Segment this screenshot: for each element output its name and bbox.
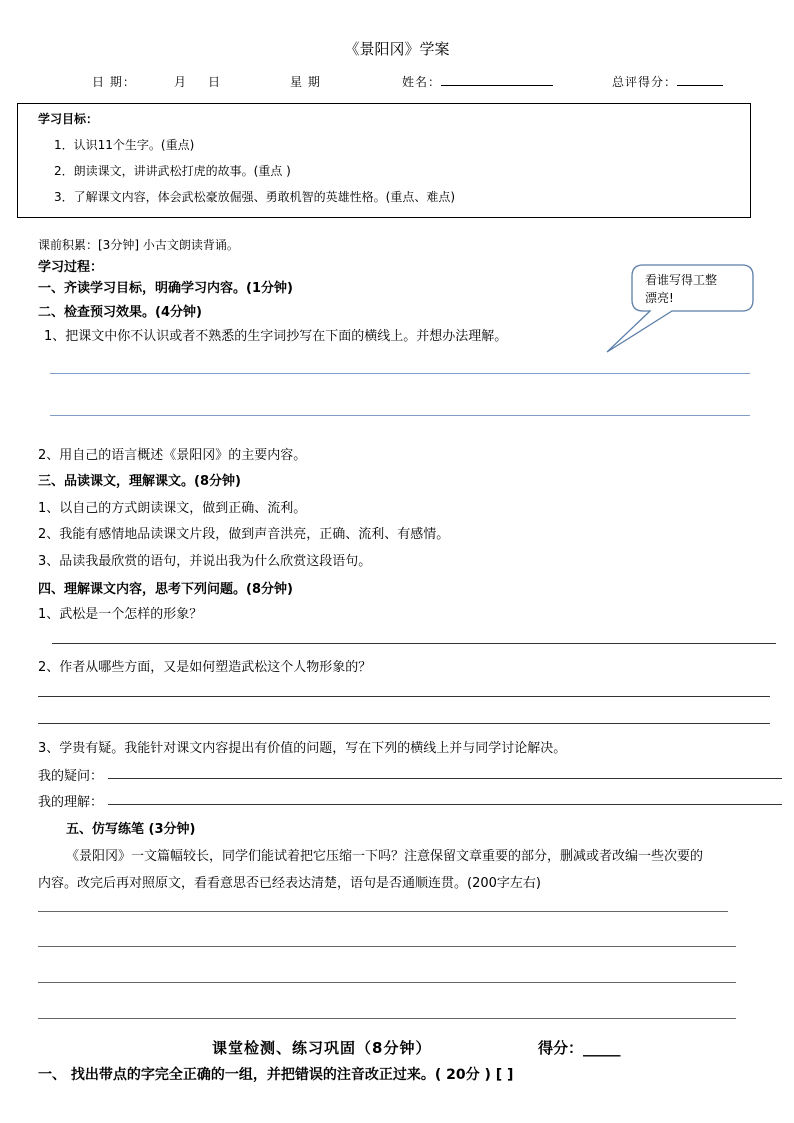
total-score-label: 总评得分： bbox=[612, 75, 678, 89]
goal-item: 2．朗读课文，讲讲武松打虎的故事。(重点 ) bbox=[54, 164, 291, 178]
section-5-heading: 五、仿写练笔 (3分钟) bbox=[66, 822, 196, 837]
page-title: 《景阳冈》学案 bbox=[344, 40, 450, 58]
section-3-heading: 三、品读课文，理解课文。(8分钟) bbox=[38, 474, 241, 489]
section-4-question-1: 1、武松是一个怎样的形象？ bbox=[38, 607, 203, 622]
writing-line[interactable] bbox=[38, 946, 736, 947]
section-5-paragraph-line2: 内容。改完后再对照原文，看看意思否已经表达清楚，语句是否通顺连贯。(200字左右) bbox=[38, 876, 541, 891]
section-3-item: 2、我能有感情地品读课文片段，做到声音洪亮，正确、流利、有感情。 bbox=[38, 527, 450, 542]
answer-line[interactable] bbox=[50, 373, 750, 374]
my-understanding-line[interactable] bbox=[108, 804, 782, 805]
section-5-paragraph-line1: 《景阳冈》一文篇幅较长，同学们能试着把它压缩一下吗？注意保留文章重要的部分，删减或者改编一些次要的 bbox=[66, 849, 704, 864]
process-heading: 学习过程： bbox=[38, 260, 104, 275]
section-1-heading: 一、齐读学习目标，明确学习内容。(1分钟) bbox=[38, 281, 293, 296]
weekday-label: 星 期 bbox=[290, 75, 321, 89]
section-2-question-1: 1、把课文中你不认识或者不熟悉的生字词抄写在下面的横线上。并想办法理解。 bbox=[44, 329, 508, 344]
test-question-1: 一、 找出带点的字完全正确的一组，并把错误的注音改正过来。( 20分 ) [ ] bbox=[38, 1067, 514, 1083]
callout-text-line2: 漂亮! bbox=[645, 291, 674, 305]
goals-heading: 学习目标： bbox=[38, 112, 99, 126]
day-label: 日 bbox=[208, 75, 222, 89]
section-2-question-2: 2、用自己的语言概述《景阳冈》的主要内容。 bbox=[38, 448, 307, 463]
test-score-field[interactable] bbox=[538, 1037, 621, 1058]
writing-line[interactable] bbox=[38, 1018, 736, 1019]
name-label: 姓名： bbox=[402, 75, 442, 89]
test-score-blank[interactable]: _____ bbox=[583, 1039, 621, 1057]
writing-line[interactable] bbox=[38, 911, 728, 912]
my-doubt-line[interactable] bbox=[108, 778, 782, 779]
writing-line[interactable] bbox=[38, 982, 736, 983]
test-score-label: 得分： bbox=[538, 1039, 584, 1057]
class-test-heading: 课堂检测、练习巩固（8分钟） bbox=[212, 1039, 432, 1057]
section-3-item: 1、以自己的方式朗读课文，做到正确、流利。 bbox=[38, 501, 307, 516]
my-understanding-label: 我的理解： bbox=[38, 795, 104, 810]
section-4-question-2: 2、作者从哪些方面，又是如何塑造武松这个人物形象的？ bbox=[38, 660, 372, 675]
section-4-question-3: 3、学贵有疑。我能针对课文内容提出有价值的问题，写在下列的横线上并与同学讨论解决。 bbox=[38, 741, 567, 756]
section-2-heading: 二、检查预习效果。(4分钟) bbox=[38, 305, 202, 320]
month-label: 月 bbox=[174, 75, 188, 89]
section-4-heading: 四、理解课文内容，思考下列问题。(8分钟) bbox=[38, 582, 293, 597]
answer-line[interactable] bbox=[38, 696, 770, 697]
goal-item: 1．认识11个生字。(重点) bbox=[54, 138, 195, 152]
answer-line[interactable] bbox=[52, 643, 776, 644]
pre-class-accumulation: 课前积累：[3分钟] 小古文朗读背诵。 bbox=[38, 238, 239, 252]
callout-text-line1: 看谁写得工整 bbox=[645, 273, 718, 287]
date-label: 日 期： bbox=[92, 75, 136, 89]
goal-item: 3．了解课文内容，体会武松豪放倔强、勇敢机智的英雄性格。(重点、难点) bbox=[54, 190, 456, 204]
my-doubt-label: 我的疑问： bbox=[38, 769, 104, 784]
answer-line[interactable] bbox=[50, 415, 750, 416]
section-3-item: 3、品读我最欣赏的语句，并说出我为什么欣赏这段语句。 bbox=[38, 554, 372, 569]
answer-line[interactable] bbox=[38, 723, 770, 724]
